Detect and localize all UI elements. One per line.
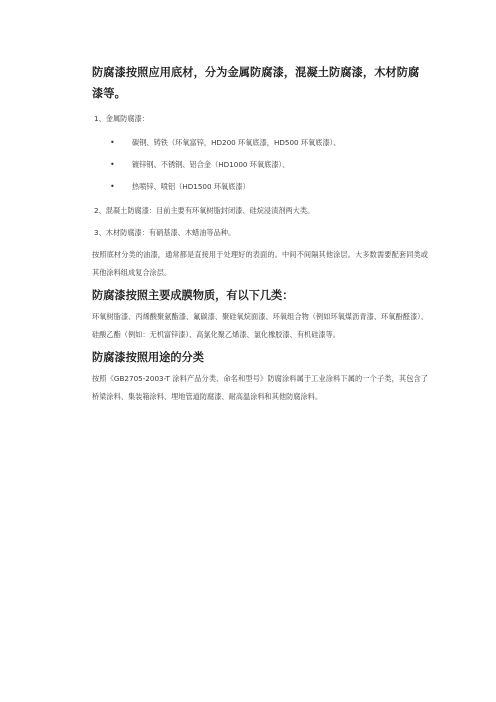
section-film-former	[92, 288, 428, 344]
section-substrate	[92, 62, 428, 282]
section-heading-substrate: 防腐漆按照应用底材，分为金属防腐漆，混凝土防腐漆，木材防腐漆等。	[92, 66, 420, 100]
list-item	[92, 178, 428, 196]
section-usage	[92, 350, 428, 406]
item-metal-coatings: 1、金属防腐漆：	[94, 114, 149, 123]
bullet-icon: •	[110, 138, 115, 147]
list-item-text: 镀锌钢、不锈钢、铝合金（HD1000 环氧底漆）、	[132, 160, 290, 169]
item-concrete-coatings: 2、混凝土防腐漆：目前主要有环氧树脂封闭漆、硅烷浸渍剂两大类。	[94, 206, 315, 215]
section-heading-usage: 防腐漆按照用途的分类	[92, 351, 204, 364]
list-item	[92, 134, 428, 152]
section-heading-film-former: 防腐漆按照主要成膜物质，有以下几类：	[92, 289, 294, 302]
bullet-icon: •	[110, 160, 115, 169]
bullet-icon: •	[110, 182, 115, 191]
item-wood-coatings: 3、木材防腐漆：有硝基漆、木蜡油等品种。	[94, 228, 236, 237]
list-item	[92, 156, 428, 174]
list-item-text: 热喷锌、喷铝（HD1500 环氧底漆）	[132, 182, 250, 191]
document-body	[92, 62, 428, 406]
substrate-paragraph: 按照底材分类的油漆，通常都是直接用于处理好的表面的。中间不间隔其他涂层。大多数需要配套同类或其他涂料组成复合涂层。	[92, 250, 428, 277]
metal-coatings-list	[92, 134, 428, 196]
film-former-paragraph: 环氧树脂漆、丙烯酸聚氨酯漆、氟碳漆、聚硅氧烷面漆、环氧组合物（例如环氧煤沥青漆、环氧酚醛漆）、硅酸乙酯（例如：无机富锌漆）、高氯化聚乙烯漆、氯化橡胶漆、有机硅漆等。	[92, 312, 428, 339]
list-item-text: 碳钢、铸铁（环氧富锌，HD200 环氧底漆，HD500 环氧底漆）、	[132, 138, 341, 147]
usage-paragraph: 按照《GB2705-2003-T 涂料产品分类、命名和型号》防腐涂料属于工业涂料下属的一个子类，其包含了桥梁涂料、集装箱涂料、埋地管道防腐漆、耐高温涂料和其他防腐涂料。	[92, 374, 428, 401]
